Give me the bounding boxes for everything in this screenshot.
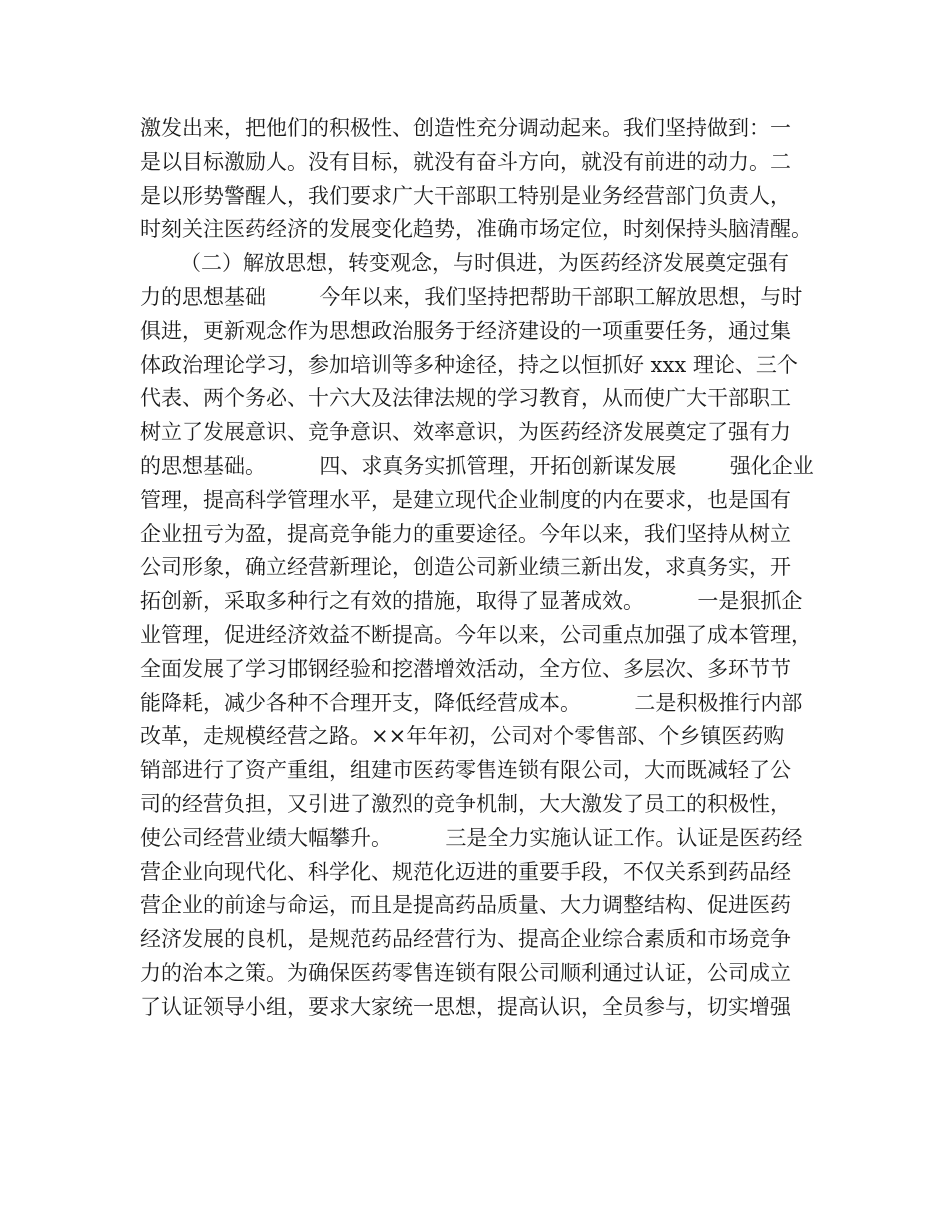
text-line: 代表、两个务必、十六大及法律法规的学习教育，从而使广大干部职工 bbox=[140, 386, 791, 411]
text-line: 俱进，更新观念作为思想政治服务于经济建设的一项重要任务，通过集 bbox=[140, 318, 791, 343]
text-line: 力的思想基础 今年以来，我们坚持把帮助干部职工解放思想，与时 bbox=[140, 284, 803, 309]
text-line: 经济发展的良机，是规范药品经营行为、提高企业综合素质和市场竞争 bbox=[140, 927, 791, 952]
text-line: 能降耗，减少各种不合理开支，降低经营成本。 二是积极推行内部 bbox=[140, 690, 803, 715]
text-line: （二）解放思想，转变观念，与时俱进，为医药经济发展奠定强有 bbox=[140, 251, 790, 276]
text-line: 管理，提高科学管理水平，是建立现代企业制度的内在要求，也是国有 bbox=[140, 487, 791, 512]
text-line: 营企业的前途与命运，而且是提高药品质量、大力调整结构、促进医药 bbox=[140, 893, 791, 918]
text-line: 体政治理论学习，参加培训等多种途径，持之以恒抓好 xxx 理论、三个 bbox=[140, 352, 798, 377]
text-line: 树立了发展意识、竞争意识、效率意识，为医药经济发展奠定了强有力 bbox=[140, 420, 791, 445]
text-line: 改革，走规模经营之路。××年年初，公司对个零售部、个乡镇医药购 bbox=[140, 724, 785, 749]
text-line: 使公司经营业绩大幅攀升。 三是全力实施认证工作。认证是医药经 bbox=[140, 825, 803, 850]
text-line: 销部进行了资产重组，组建市医药零售连锁有限公司，大而既减轻了公 bbox=[140, 758, 791, 783]
text-line: 时刻关注医药经济的发展变化趋势，准确市场定位，时刻保持头脑清醒。 bbox=[140, 217, 812, 242]
body-text bbox=[140, 112, 830, 1025]
text-line: 是以目标激励人。没有目标，就没有奋斗方向，就没有前进的动力。二 bbox=[140, 149, 791, 174]
text-line: 业管理，促进经济效益不断提高。今年以来，公司重点加强了成本管理， bbox=[140, 622, 812, 647]
text-line: 司的经营负担，又引进了激烈的竞争机制，大大激发了员工的积极性， bbox=[140, 791, 791, 816]
text-line: 激发出来，把他们的积极性、创造性充分调动起来。我们坚持做到：一 bbox=[140, 116, 791, 140]
text-line: 力的治本之策。为确保医药零售连锁有限公司顺利通过认证，公司成立 bbox=[140, 960, 791, 985]
text-line: 了认证领导小组，要求大家统一思想，提高认识，全员参与，切实增强 bbox=[140, 994, 791, 1019]
text-line: 公司形象，确立经营新理论，创造公司新业绩三新出发，求真务实，开 bbox=[140, 555, 791, 580]
text-line: 营企业向现代化、科学化、规范化迈进的重要手段，不仅关系到药品经 bbox=[140, 859, 791, 884]
text-line: 全面发展了学习邯钢经验和挖潜增效活动，全方位、多层次、多环节节 bbox=[140, 656, 791, 681]
text-line: 是以形势警醒人，我们要求广大干部职工特别是业务经营部门负责人， bbox=[140, 183, 791, 208]
text-line: 拓创新，采取多种行之有效的措施，取得了显著成效。 一是狠抓企 bbox=[140, 589, 803, 614]
text-line: 企业扭亏为盈，提高竞争能力的重要途径。今年以来，我们坚持从树立 bbox=[140, 521, 791, 546]
text-line: 的思想基础。 四、求真务实抓管理，开拓创新谋发展 强化企业 bbox=[140, 453, 814, 478]
